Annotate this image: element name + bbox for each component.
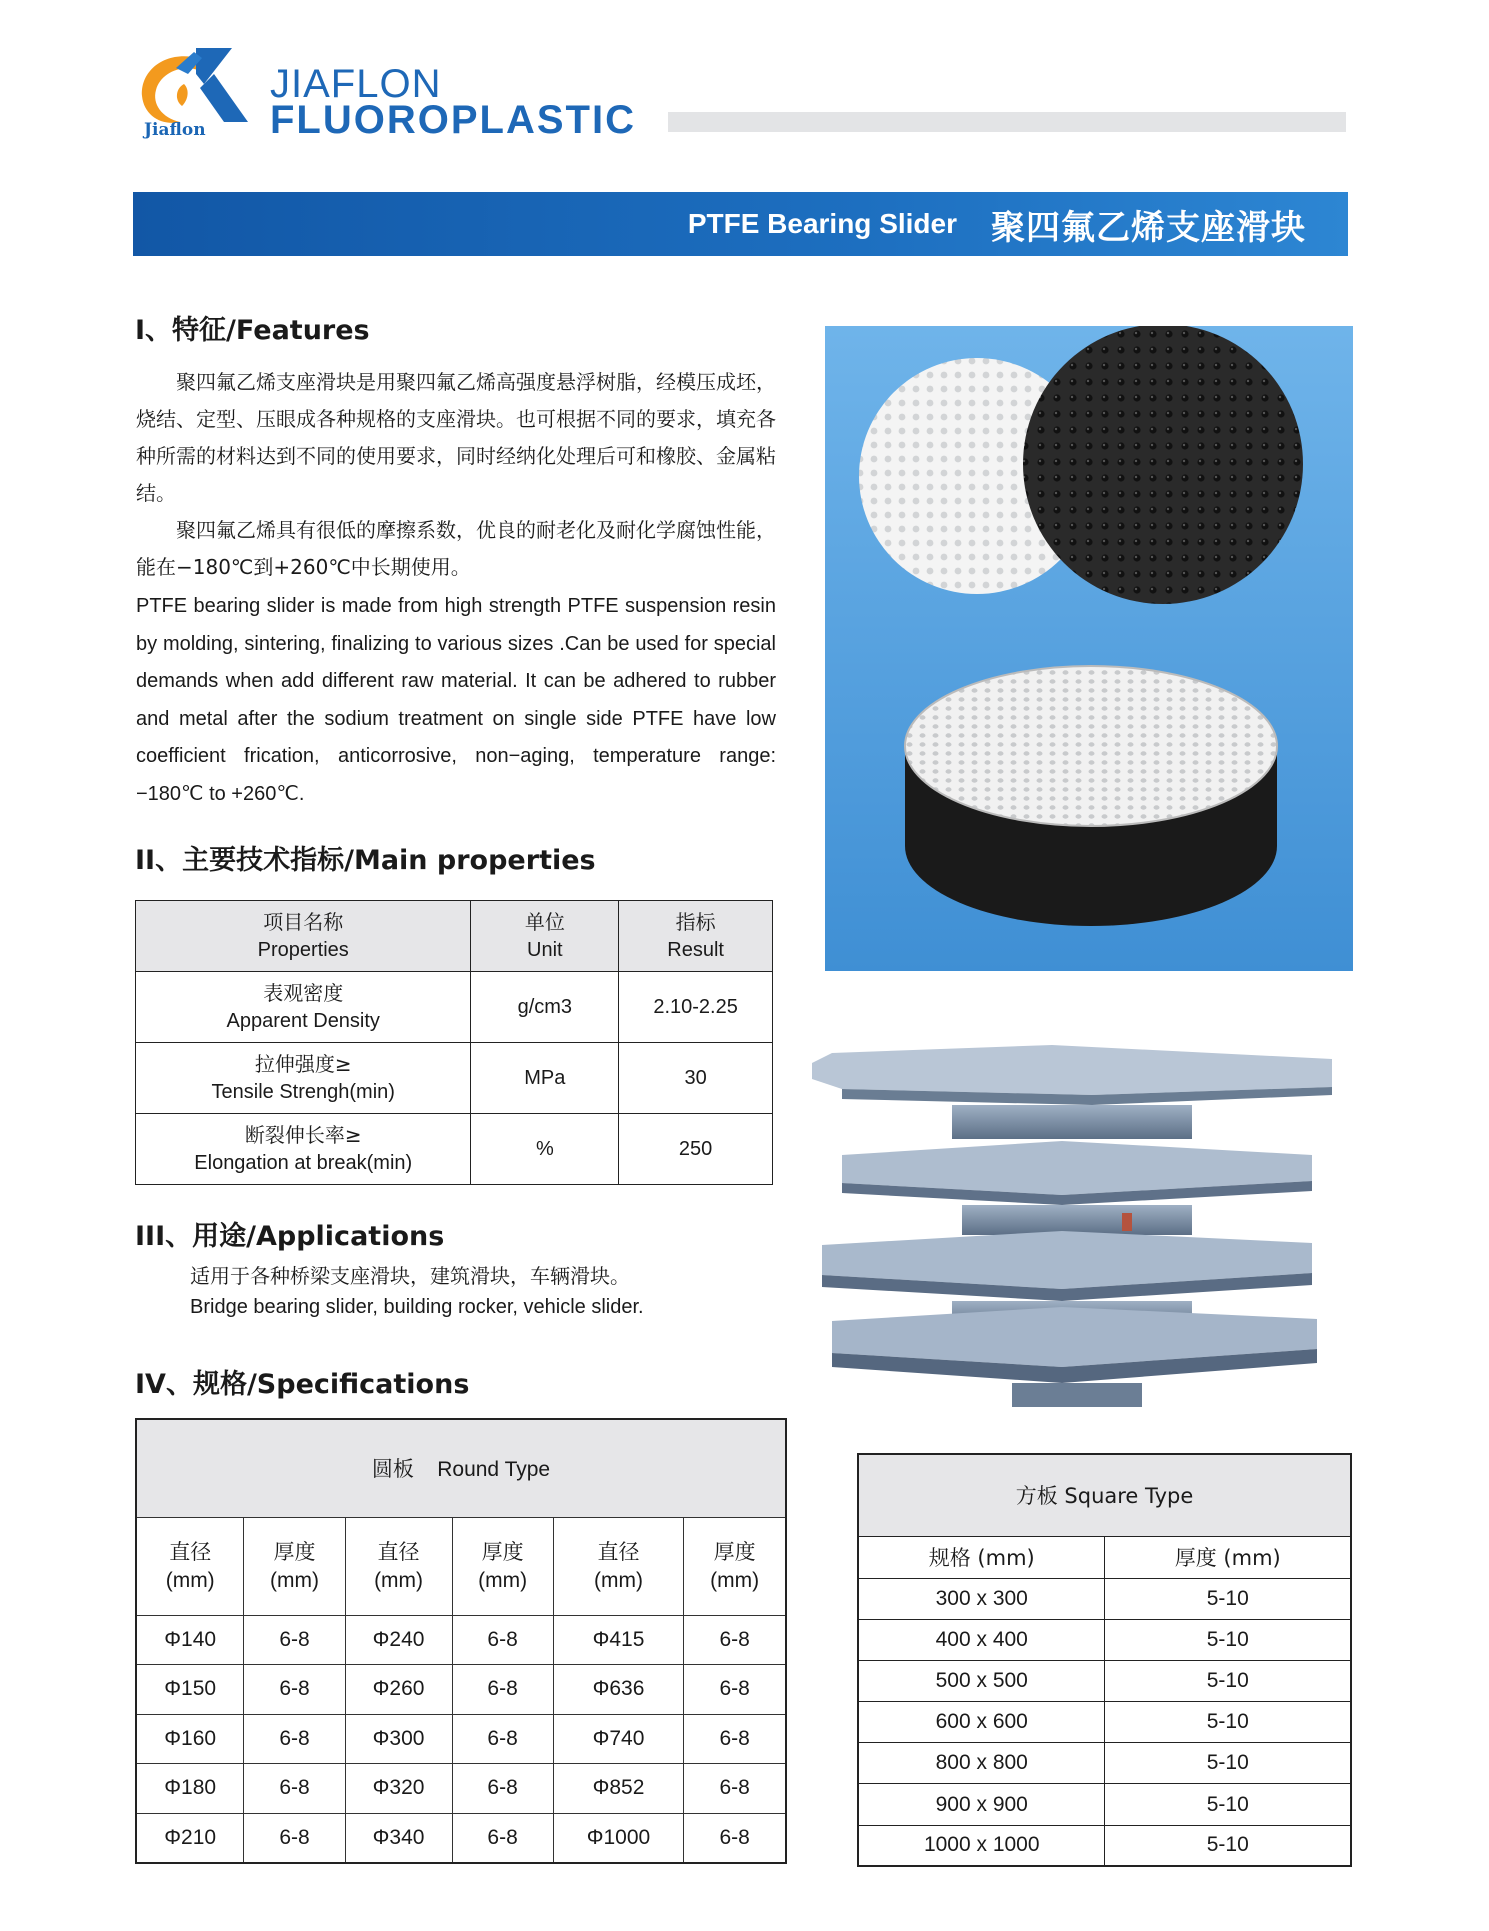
- diameter-cell: Φ852: [553, 1764, 684, 1814]
- bridge-bearing-stack-photo: [812, 1045, 1342, 1415]
- property-name: 断裂伸长率≥ Elongation at break(min): [136, 1114, 471, 1185]
- features-cn-paragraph-1: 聚四氟乙烯支座滑块是用聚四氟乙烯高强度悬浮树脂，经模压成坯，烧结、定型、压眼成各种规格的支座滑块。也可根据不同的要求，填充各种所需的材料达到不同的使用要求，同时经纳化处理后可和橡胶、金属粘结。: [136, 370, 776, 505]
- table-row: [858, 1702, 1351, 1743]
- header-cell: 直径 (mm): [136, 1517, 244, 1615]
- diameter-cell: Φ320: [345, 1764, 452, 1814]
- size-cell: 1000 x 1000: [858, 1825, 1105, 1866]
- diameter-cell: Φ150: [136, 1665, 244, 1715]
- size-cell: 900 x 900: [858, 1784, 1105, 1825]
- thickness-cell: 6-8: [684, 1714, 786, 1764]
- thickness-cell: 6-8: [244, 1813, 345, 1863]
- table-row: [136, 1043, 773, 1114]
- square-header-row: [858, 1536, 1351, 1578]
- title-english: PTFE Bearing Slider: [687, 208, 957, 239]
- diameter-cell: Φ340: [345, 1813, 452, 1863]
- thickness-cell: 6-8: [244, 1615, 345, 1665]
- diameter-cell: Φ180: [136, 1764, 244, 1814]
- thickness-cell: 6-8: [452, 1665, 553, 1715]
- thickness-cell: 5-10: [1105, 1702, 1351, 1743]
- header-cell: 规格 (mm): [858, 1536, 1105, 1578]
- thickness-cell: 6-8: [452, 1615, 553, 1665]
- applications-heading: III、用途/Applications: [135, 1221, 445, 1252]
- diameter-cell: Φ300: [345, 1714, 452, 1764]
- header-cell: 厚度 (mm): [452, 1517, 553, 1615]
- header-cell: 单位 Unit: [471, 901, 619, 972]
- header-cell: 厚度 (mm): [1105, 1536, 1351, 1578]
- size-cell: 400 x 400: [858, 1619, 1105, 1660]
- table-row: [858, 1660, 1351, 1701]
- brand-name-line1: JIAFLON: [270, 62, 442, 106]
- table-row: [858, 1784, 1351, 1825]
- ptfe-slider-pads-photo: [825, 326, 1353, 971]
- thickness-cell: 5-10: [1105, 1578, 1351, 1619]
- table-row: [136, 1615, 786, 1665]
- round-type-title: 圆板 Round Type: [136, 1419, 786, 1517]
- thickness-cell: 6-8: [684, 1615, 786, 1665]
- table-row: [858, 1619, 1351, 1660]
- thickness-cell: 5-10: [1105, 1825, 1351, 1866]
- property-name: 拉伸强度≥ Tensile Strengh(min): [136, 1043, 471, 1114]
- table-row: [858, 1825, 1351, 1866]
- thickness-cell: 6-8: [244, 1665, 345, 1715]
- thickness-cell: 6-8: [244, 1764, 345, 1814]
- diameter-cell: Φ260: [345, 1665, 452, 1715]
- table-row: [136, 1114, 773, 1185]
- property-result: 2.10-2.25: [619, 972, 773, 1043]
- square-type-table: [857, 1453, 1352, 1867]
- property-unit: %: [471, 1114, 619, 1185]
- property-unit: MPa: [471, 1043, 619, 1114]
- size-cell: 600 x 600: [858, 1702, 1105, 1743]
- round-type-table: [135, 1418, 787, 1864]
- thickness-cell: 6-8: [684, 1764, 786, 1814]
- square-type-title: 方板 Square Type: [858, 1454, 1351, 1536]
- thickness-cell: 6-8: [452, 1764, 553, 1814]
- thickness-cell: 5-10: [1105, 1619, 1351, 1660]
- main-properties-heading: II、主要技术指标/Main properties: [135, 845, 596, 876]
- brand-name-line2: FLUOROPLASTIC: [270, 98, 636, 142]
- features-en-paragraph: PTFE bearing slider is made from high strength PTFE suspension resin by molding, sintering, finalizing to various sizes .Can be used for special demands when add different raw material. It can be adhered to rubber and metal after the sodium treatment on single side PTFE have low coefficient frication, anticorrosive, non−aging, temperature range: −180℃ to +260℃.: [136, 595, 776, 805]
- diameter-cell: Φ210: [136, 1813, 244, 1863]
- specifications-heading: IV、规格/Specifications: [135, 1369, 470, 1400]
- diameter-cell: Φ636: [553, 1665, 684, 1715]
- size-cell: 800 x 800: [858, 1743, 1105, 1784]
- diameter-cell: Φ160: [136, 1714, 244, 1764]
- round-header-row: [136, 1517, 786, 1615]
- diameter-cell: Φ740: [553, 1714, 684, 1764]
- logo-small-text: Jiaflon: [144, 120, 206, 140]
- table-row: [858, 1743, 1351, 1784]
- property-result: 250: [619, 1114, 773, 1185]
- main-properties-table: [135, 900, 773, 1185]
- header-cell: 直径 (mm): [553, 1517, 684, 1615]
- property-name: 表观密度 Apparent Density: [136, 972, 471, 1043]
- features-cn-paragraph-2: 聚四氟乙烯具有很低的摩擦系数，优良的耐老化及耐化学腐蚀性能，能在−180℃到+260℃中长期使用。: [136, 518, 776, 579]
- table-row: [136, 972, 773, 1043]
- header-cell: 厚度 (mm): [244, 1517, 345, 1615]
- table-row: [136, 1813, 786, 1863]
- table-header-row: [136, 901, 773, 972]
- header-cell: 直径 (mm): [345, 1517, 452, 1615]
- header-divider-bar: [668, 112, 1346, 132]
- thickness-cell: 5-10: [1105, 1784, 1351, 1825]
- square-title-row: [858, 1454, 1351, 1536]
- round-title-row: [136, 1419, 786, 1517]
- title-chinese: 聚四氟乙烯支座滑块: [991, 207, 1306, 248]
- thickness-cell: 6-8: [452, 1813, 553, 1863]
- thickness-cell: 6-8: [684, 1665, 786, 1715]
- header-cell: 厚度 (mm): [684, 1517, 786, 1615]
- applications-en-text: Bridge bearing slider, building rocker, vehicle slider.: [190, 1296, 644, 1318]
- property-unit: g/cm3: [471, 972, 619, 1043]
- thickness-cell: 6-8: [684, 1813, 786, 1863]
- diameter-cell: Φ240: [345, 1615, 452, 1665]
- thickness-cell: 6-8: [452, 1714, 553, 1764]
- features-heading: I、特征/Features: [135, 315, 370, 346]
- diameter-cell: Φ415: [553, 1615, 684, 1665]
- title-banner: [133, 192, 1348, 256]
- header-cell: 指标 Result: [619, 901, 773, 972]
- thickness-cell: 5-10: [1105, 1660, 1351, 1701]
- diameter-cell: Φ140: [136, 1615, 244, 1665]
- diameter-cell: Φ1000: [553, 1813, 684, 1863]
- thickness-cell: 5-10: [1105, 1743, 1351, 1784]
- table-row: [136, 1665, 786, 1715]
- table-row: [858, 1578, 1351, 1619]
- table-row: [136, 1764, 786, 1814]
- thickness-cell: 6-8: [244, 1714, 345, 1764]
- size-cell: 300 x 300: [858, 1578, 1105, 1619]
- header-cell: 项目名称 Properties: [136, 901, 471, 972]
- table-row: [136, 1714, 786, 1764]
- property-result: 30: [619, 1043, 773, 1114]
- applications-cn-text: 适用于各种桥梁支座滑块，建筑滑块，车辆滑块。: [190, 1264, 630, 1288]
- size-cell: 500 x 500: [858, 1660, 1105, 1701]
